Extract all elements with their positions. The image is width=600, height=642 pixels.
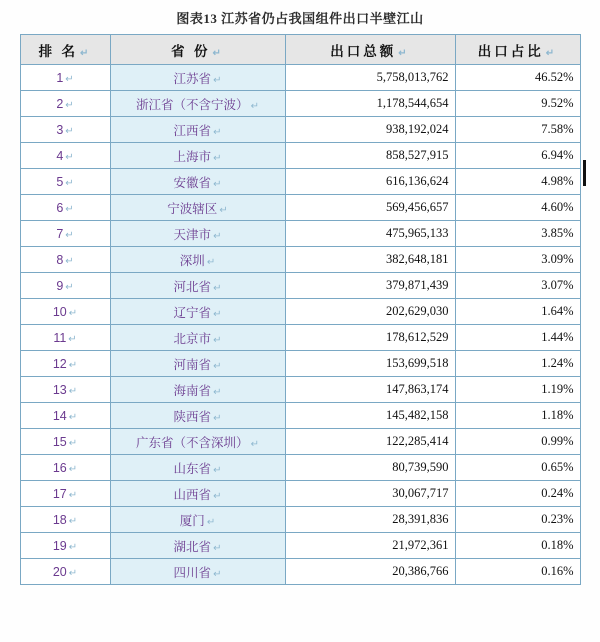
cell-province: 河北省 ↵ (110, 273, 285, 299)
paragraph-mark-icon: ↵ (68, 515, 78, 527)
table-row (20, 351, 580, 377)
cell-total: 569,456,657 (285, 195, 455, 221)
cell-province: 安徽省 ↵ (110, 169, 285, 195)
cell-share: 4.98% (455, 169, 580, 195)
cell-share: 3.85% (455, 221, 580, 247)
cell-rank: 5 ↵ (20, 169, 110, 195)
column-header-rank: 排 名 ↵ (20, 35, 110, 65)
table-row (20, 169, 580, 195)
table-row (20, 377, 580, 403)
paragraph-mark-icon: ↵ (213, 386, 222, 398)
cell-share: 1.64% (455, 299, 580, 325)
paragraph-mark-icon: ↵ (65, 203, 74, 215)
page-edge-mark (583, 160, 586, 186)
paragraph-mark-icon: ↵ (398, 47, 410, 59)
cell-rank: 19 ↵ (20, 533, 110, 559)
table-row (20, 195, 580, 221)
cell-province: 江苏省 ↵ (110, 65, 285, 91)
cell-total: 379,871,439 (285, 273, 455, 299)
paragraph-mark-icon: ↵ (213, 334, 222, 346)
paragraph-mark-icon: ↵ (68, 541, 78, 553)
paragraph-mark-icon: ↵ (213, 230, 222, 242)
cell-total: 616,136,624 (285, 169, 455, 195)
cell-share: 0.65% (455, 455, 580, 481)
cell-total: 5,758,013,762 (285, 65, 455, 91)
paragraph-mark-icon: ↵ (213, 568, 222, 580)
cell-province: 上海市 ↵ (110, 143, 285, 169)
table-row (20, 299, 580, 325)
cell-total: 1,178,544,654 (285, 91, 455, 117)
paragraph-mark-icon: ↵ (68, 463, 78, 475)
cell-share: 9.52% (455, 91, 580, 117)
table-body (20, 65, 580, 585)
cell-province: 浙江省（不含宁波） ↵ (110, 91, 285, 117)
paragraph-mark-icon: ↵ (68, 333, 77, 345)
cell-province: 河南省 ↵ (110, 351, 285, 377)
cell-province: 北京市 ↵ (110, 325, 285, 351)
paragraph-mark-icon: ↵ (213, 178, 222, 190)
cell-share: 7.58% (455, 117, 580, 143)
paragraph-mark-icon: ↵ (250, 438, 259, 450)
paragraph-mark-icon: ↵ (68, 307, 78, 319)
table-header (20, 35, 580, 65)
table-row (20, 247, 580, 273)
paragraph-mark-icon: ↵ (68, 567, 78, 579)
cell-share: 0.16% (455, 559, 580, 585)
table-row (20, 65, 580, 91)
paragraph-mark-icon: ↵ (212, 47, 224, 59)
paragraph-mark-icon: ↵ (65, 151, 74, 163)
paragraph-mark-icon: ↵ (213, 126, 222, 138)
cell-rank: 2 ↵ (20, 91, 110, 117)
table-row (20, 429, 580, 455)
table-row (20, 117, 580, 143)
paragraph-mark-icon: ↵ (213, 360, 222, 372)
paragraph-mark-icon: ↵ (219, 204, 228, 216)
cell-rank: 1 ↵ (20, 65, 110, 91)
paragraph-mark-icon: ↵ (68, 411, 78, 423)
cell-rank: 6 ↵ (20, 195, 110, 221)
paragraph-mark-icon: ↵ (65, 73, 74, 85)
cell-share: 1.44% (455, 325, 580, 351)
cell-rank: 10 ↵ (20, 299, 110, 325)
cell-total: 20,386,766 (285, 559, 455, 585)
paragraph-mark-icon: ↵ (65, 125, 74, 137)
paragraph-mark-icon: ↵ (213, 490, 222, 502)
table-row (20, 507, 580, 533)
cell-share: 46.52% (455, 65, 580, 91)
cell-rank: 17 ↵ (20, 481, 110, 507)
cell-rank: 14 ↵ (20, 403, 110, 429)
cell-total: 28,391,836 (285, 507, 455, 533)
cell-rank: 3 ↵ (20, 117, 110, 143)
table-row (20, 143, 580, 169)
cell-province: 山东省 ↵ (110, 455, 285, 481)
table-row (20, 273, 580, 299)
table-header-row (20, 35, 580, 65)
cell-total: 122,285,414 (285, 429, 455, 455)
cell-rank: 15 ↵ (20, 429, 110, 455)
cell-rank: 4 ↵ (20, 143, 110, 169)
cell-province: 深圳 ↵ (110, 247, 285, 273)
cell-share: 0.99% (455, 429, 580, 455)
paragraph-mark-icon: ↵ (68, 385, 78, 397)
paragraph-mark-icon: ↵ (213, 74, 222, 86)
column-header-share: 出口占比 ↵ (455, 35, 580, 65)
paragraph-mark-icon: ↵ (65, 177, 74, 189)
cell-province: 辽宁省 ↵ (110, 299, 285, 325)
cell-share: 3.07% (455, 273, 580, 299)
cell-province: 江西省 ↵ (110, 117, 285, 143)
table-row (20, 221, 580, 247)
paragraph-mark-icon: ↵ (213, 464, 222, 476)
paragraph-mark-icon: ↵ (68, 359, 78, 371)
export-ranking-table (20, 34, 581, 585)
paragraph-mark-icon: ↵ (213, 308, 222, 320)
cell-province: 湖北省 ↵ (110, 533, 285, 559)
cell-share: 1.24% (455, 351, 580, 377)
cell-share: 6.94% (455, 143, 580, 169)
cell-province: 广东省（不含深圳） ↵ (110, 429, 285, 455)
paragraph-mark-icon: ↵ (79, 47, 92, 59)
cell-total: 938,192,024 (285, 117, 455, 143)
table-row (20, 559, 580, 585)
paragraph-mark-icon: ↵ (65, 229, 74, 241)
cell-total: 382,648,181 (285, 247, 455, 273)
cell-share: 0.18% (455, 533, 580, 559)
column-header-total: 出口总额 ↵ (285, 35, 455, 65)
cell-province: 天津市 ↵ (110, 221, 285, 247)
column-header-province: 省 份 ↵ (110, 35, 285, 65)
paragraph-mark-icon: ↵ (213, 282, 222, 294)
cell-total: 178,612,529 (285, 325, 455, 351)
cell-total: 153,699,518 (285, 351, 455, 377)
cell-rank: 7 ↵ (20, 221, 110, 247)
paragraph-mark-icon: ↵ (68, 489, 78, 501)
cell-share: 0.23% (455, 507, 580, 533)
cell-province: 四川省 ↵ (110, 559, 285, 585)
cell-province: 山西省 ↵ (110, 481, 285, 507)
cell-total: 21,972,361 (285, 533, 455, 559)
cell-rank: 11 ↵ (20, 325, 110, 351)
paragraph-mark-icon: ↵ (68, 437, 78, 449)
cell-rank: 9 ↵ (20, 273, 110, 299)
cell-share: 4.60% (455, 195, 580, 221)
paragraph-mark-icon: ↵ (213, 412, 222, 424)
cell-total: 80,739,590 (285, 455, 455, 481)
cell-rank: 18 ↵ (20, 507, 110, 533)
cell-province: 宁波辖区 ↵ (110, 195, 285, 221)
table-row (20, 533, 580, 559)
cell-province: 厦门 ↵ (110, 507, 285, 533)
table-row (20, 481, 580, 507)
cell-rank: 20 ↵ (20, 559, 110, 585)
cell-share: 1.19% (455, 377, 580, 403)
paragraph-mark-icon: ↵ (545, 47, 558, 59)
paragraph-mark-icon: ↵ (206, 256, 216, 268)
cell-total: 202,629,030 (285, 299, 455, 325)
cell-rank: 16 ↵ (20, 455, 110, 481)
cell-province: 陕西省 ↵ (110, 403, 285, 429)
cell-share: 1.18% (455, 403, 580, 429)
cell-total: 147,863,174 (285, 377, 455, 403)
paragraph-mark-icon: ↵ (65, 281, 74, 293)
page-title: 图表13 江苏省仍占我国组件出口半壁江山 (176, 11, 424, 26)
paragraph-mark-icon: ↵ (250, 100, 259, 112)
cell-rank: 13 ↵ (20, 377, 110, 403)
table-row (20, 455, 580, 481)
paragraph-mark-icon: ↵ (206, 516, 216, 528)
table-row (20, 403, 580, 429)
paragraph-mark-icon: ↵ (65, 255, 74, 267)
cell-rank: 12 ↵ (20, 351, 110, 377)
cell-share: 0.24% (455, 481, 580, 507)
cell-total: 475,965,133 (285, 221, 455, 247)
cell-total: 30,067,717 (285, 481, 455, 507)
cell-province: 海南省 ↵ (110, 377, 285, 403)
table-row (20, 91, 580, 117)
paragraph-mark-icon: ↵ (213, 542, 222, 554)
paragraph-mark-icon: ↵ (65, 99, 74, 111)
cell-rank: 8 ↵ (20, 247, 110, 273)
cell-total: 145,482,158 (285, 403, 455, 429)
table-row (20, 325, 580, 351)
paragraph-mark-icon: ↵ (213, 152, 222, 164)
cell-share: 3.09% (455, 247, 580, 273)
cell-total: 858,527,915 (285, 143, 455, 169)
